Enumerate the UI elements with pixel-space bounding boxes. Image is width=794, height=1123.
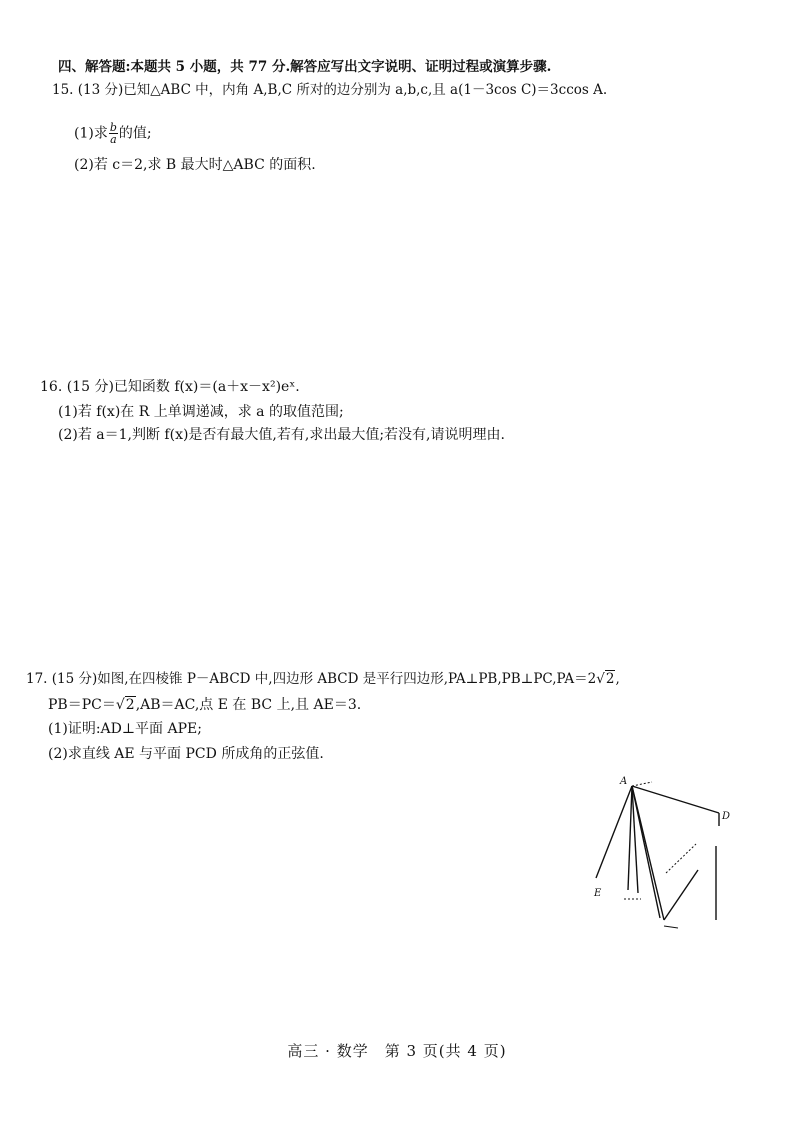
q17-line2 <box>48 696 361 714</box>
pyramid-figure <box>586 768 736 938</box>
sqrt-radicand: 2 <box>605 671 615 687</box>
q15-intro: 15. (13 分)已知△ABC 中，内角 A,B,C 所对的边分别为 a,b,c,且 a(1－3cos C)＝3ccos A. <box>52 82 608 98</box>
q15-part1-suffix: 的值; <box>118 125 152 142</box>
q16-intro: 16. (15 分)已知函数 f(x)＝(a＋x－x²)eˣ. <box>40 379 300 395</box>
q16-part2: (2)若 a＝1,判断 f(x)是否有最大值,若有,求出最大值;若没有,请说明理由. <box>58 427 505 443</box>
q17-intro <box>26 670 620 688</box>
label-a: A <box>620 776 628 787</box>
sqrt-2-radical: √2 <box>115 697 135 713</box>
q17-intro-text: 17. (15 分)如图,在四棱锥 P－ABCD 中,四边形 ABCD 是平行四边形,PA⊥PB,PB⊥PC,PA＝2 <box>26 671 597 687</box>
edge-inner-left <box>628 786 632 890</box>
section-header: 四、解答题:本题共 5 小题，共 77 分.解答应写出文字说明、证明过程或演算步骤. <box>58 59 552 75</box>
edge-lower <box>664 870 698 920</box>
dashed-diagonal <box>666 844 696 873</box>
q17-line2-end: ,AB＝AC,点 E 在 BC 上,且 AE＝3. <box>135 697 362 713</box>
fraction-numerator: b <box>109 121 117 134</box>
q15-part2: (2)若 c＝2,求 B 最大时△ABC 的面积. <box>74 157 316 173</box>
fraction-b-over-a <box>109 122 118 145</box>
label-e: E <box>594 888 602 899</box>
q17-line2-start: PB＝PC＝ <box>48 697 116 713</box>
q17-intro-comma: , <box>615 671 620 687</box>
edge-ad <box>632 786 719 813</box>
base-tick <box>664 926 678 928</box>
page-footer: 高三 · 数学 第 3 页(共 4 页) <box>287 1042 507 1060</box>
dashed-top <box>632 782 652 786</box>
q15-part1 <box>74 122 152 145</box>
label-d: D <box>722 811 731 822</box>
q15-part1-prefix: (1)求 <box>74 125 108 142</box>
sqrt-radicand: 2 <box>125 697 135 713</box>
q17-part1: (1)证明:AD⊥平面 APE; <box>48 721 202 737</box>
q16-part1: (1)若 f(x)在 R 上单调递减，求 a 的取值范围; <box>58 404 344 420</box>
edge-left <box>596 786 632 878</box>
fraction-denominator: a <box>110 133 117 146</box>
sqrt-2-radical: √2 <box>596 671 615 687</box>
q17-part2: (2)求直线 AE 与平面 PCD 所成角的正弦值. <box>48 746 324 762</box>
